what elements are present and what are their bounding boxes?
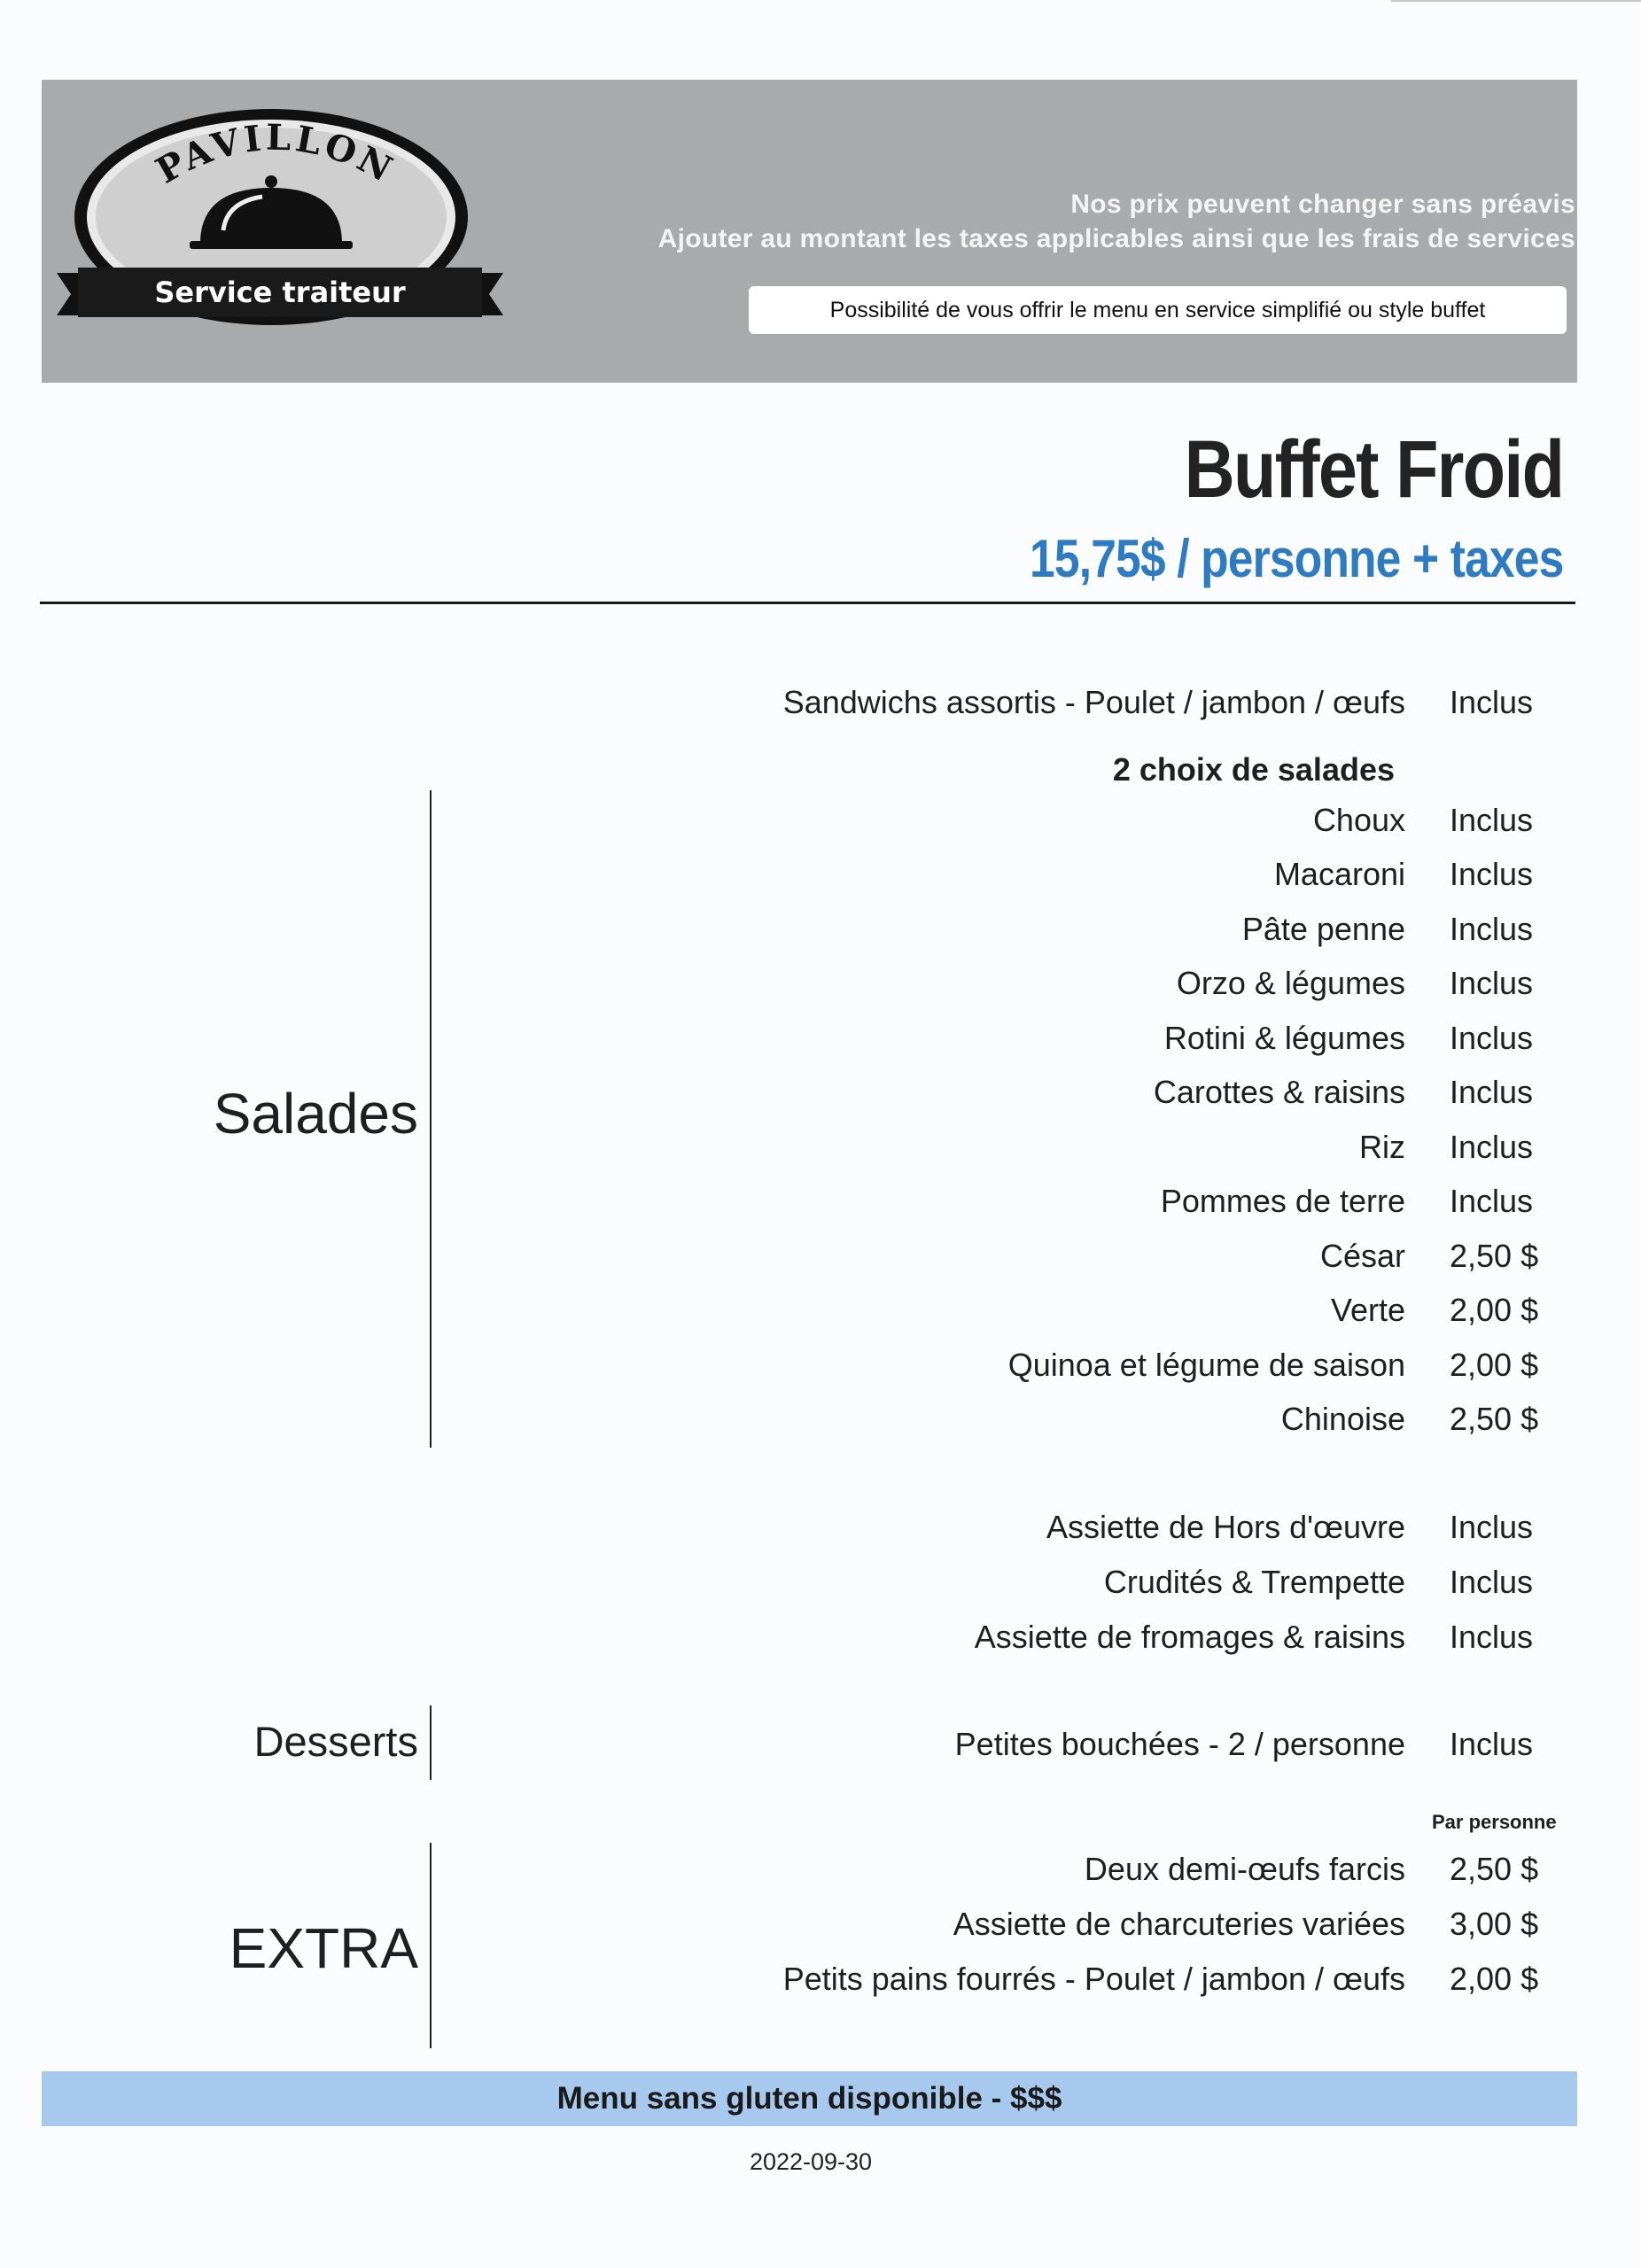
platter-name: Assiette de fromages & raisins bbox=[974, 1619, 1405, 1655]
salad-price: Inclus bbox=[1450, 1129, 1534, 1165]
platter-name: Crudités & Trempette bbox=[1103, 1564, 1405, 1600]
salad-price: Inclus bbox=[1450, 1183, 1534, 1219]
salad-name: Orzo & légumes bbox=[1176, 965, 1405, 1001]
platter-price: Inclus bbox=[1450, 1619, 1534, 1655]
platter-name: Assiette de Hors d'œuvre bbox=[1046, 1509, 1405, 1545]
price-change-notice: Nos prix peuvent changer sans préavis bbox=[1070, 190, 1575, 219]
section-divider bbox=[430, 790, 432, 1448]
logo-ribbon-text: Service traiteur bbox=[154, 276, 406, 309]
salad-price: 2,50 $ bbox=[1450, 1238, 1539, 1274]
dessert-price: Inclus bbox=[1450, 1726, 1534, 1762]
salad-name: César bbox=[1319, 1238, 1405, 1274]
extra-name: Petits pains fourrés - Poulet / jambon / œufs bbox=[782, 1961, 1405, 1997]
section-divider bbox=[430, 1843, 432, 2048]
section-divider bbox=[430, 1705, 432, 1780]
salad-name: Choux bbox=[1312, 802, 1405, 838]
dessert-name: Petites bouchées - 2 / personne bbox=[954, 1726, 1405, 1762]
platter-price: Inclus bbox=[1450, 1564, 1534, 1600]
section-extra: EXTRA bbox=[229, 1916, 418, 1980]
salad-name: Rotini & légumes bbox=[1163, 1020, 1405, 1056]
title-divider bbox=[40, 602, 1575, 604]
salad-price: Inclus bbox=[1450, 856, 1534, 892]
salad-price: 2,50 $ bbox=[1450, 1401, 1539, 1437]
salad-price: Inclus bbox=[1450, 802, 1534, 838]
salad-name: Pommes de terre bbox=[1160, 1183, 1405, 1219]
platter-price: Inclus bbox=[1450, 1509, 1534, 1545]
taxes-notice: Ajouter au montant les taxes applicables ainsi que les frais de services bbox=[657, 224, 1575, 253]
logo-brand-text: PAVILLON bbox=[149, 116, 402, 192]
extra-price: 2,00 $ bbox=[1450, 1961, 1539, 1997]
salad-price: 2,00 $ bbox=[1450, 1292, 1539, 1328]
section-desserts: Desserts bbox=[253, 1718, 418, 1765]
gluten-free-banner: Menu sans gluten disponible - $$$ bbox=[42, 2071, 1577, 2126]
extra-price: 3,00 $ bbox=[1450, 1906, 1539, 1942]
menu-item-price: Inclus bbox=[1450, 684, 1534, 720]
salad-price: 2,00 $ bbox=[1450, 1347, 1539, 1383]
salad-price: Inclus bbox=[1450, 965, 1534, 1001]
salad-choice-heading: 2 choix de salades bbox=[1112, 751, 1395, 788]
salad-price: Inclus bbox=[1450, 911, 1534, 947]
salad-name: Carottes & raisins bbox=[1153, 1074, 1405, 1110]
scan-edge-line bbox=[1391, 0, 1641, 2]
document-date: 2022-09-30 bbox=[749, 2148, 873, 2175]
per-person-label: Par personne bbox=[1432, 1811, 1557, 1833]
salad-name: Macaroni bbox=[1273, 856, 1405, 892]
price-per-person: 15,75$ / personne + taxes bbox=[1029, 529, 1563, 588]
extra-name: Deux demi-œufs farcis bbox=[1084, 1851, 1405, 1887]
salad-name: Chinoise bbox=[1280, 1401, 1405, 1437]
salad-name: Verte bbox=[1330, 1292, 1405, 1328]
salad-price: Inclus bbox=[1450, 1074, 1534, 1110]
page-title: Buffet Froid bbox=[1184, 424, 1563, 515]
salad-name: Riz bbox=[1359, 1129, 1405, 1165]
salad-name: Quinoa et légume de saison bbox=[1007, 1347, 1405, 1383]
extra-price: 2,50 $ bbox=[1450, 1851, 1539, 1887]
section-salades: Salades bbox=[213, 1082, 418, 1146]
pavillon-logo bbox=[50, 106, 510, 350]
extra-name: Assiette de charcuteries variées bbox=[953, 1906, 1405, 1942]
menu-item-name: Sandwichs assortis - Poulet / jambon / œufs bbox=[782, 684, 1405, 720]
salad-name: Pâte penne bbox=[1241, 911, 1405, 947]
salad-price: Inclus bbox=[1450, 1020, 1534, 1056]
service-option-box: Possibilité de vous offrir le menu en service simplifié ou style buffet bbox=[749, 286, 1567, 334]
